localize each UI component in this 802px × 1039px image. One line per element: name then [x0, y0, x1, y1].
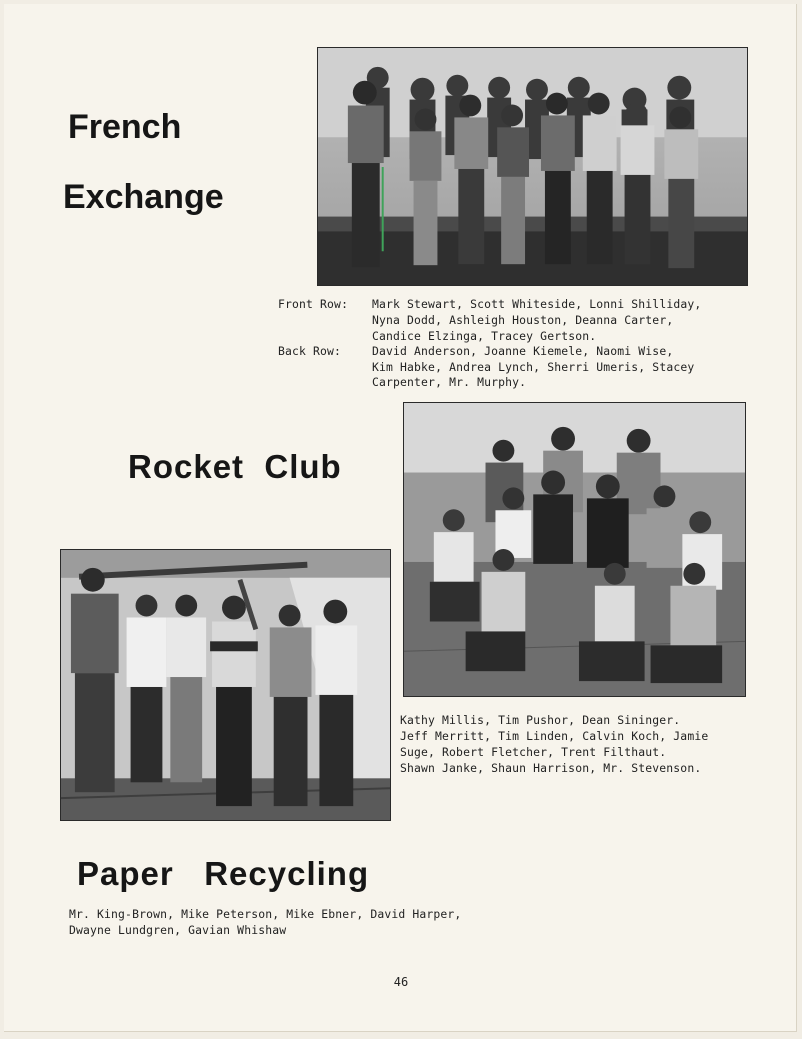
paper-recycling-group-photo	[60, 549, 391, 821]
rocket-club-title: Rocket Club	[128, 448, 342, 485]
front-row-line-2: Nyna Dodd, Ashleigh Houston, Deanna Carter,	[372, 313, 674, 327]
front-row-label: Front Row:	[278, 297, 349, 311]
rocket-club-caption-line-3: Suge, Robert Fletcher, Trent Filthaut.	[400, 745, 667, 759]
paper-recycling-caption-line-1: Mr. King-Brown, Mike Peterson, Mike Ebner, David Harper,	[69, 907, 462, 921]
back-row-line-2: Kim Habke, Andrea Lynch, Sherri Umeris, Stacey	[372, 360, 695, 374]
rocket-club-photo-graphic	[404, 403, 745, 696]
paper-recycling-title: Paper Recycling	[77, 855, 370, 892]
french-exchange-photo-graphic	[318, 48, 747, 285]
paper-recycling-caption-line-2: Dwayne Lundgren, Gavian Whishaw	[69, 923, 287, 937]
french-exchange-group-photo	[317, 47, 748, 286]
front-row-line-3: Candice Elzinga, Tracey Gertson.	[372, 329, 597, 343]
french-exchange-title-line1: French	[68, 108, 182, 146]
back-row-label: Back Row:	[278, 344, 342, 358]
back-row-line-1: David Anderson, Joanne Kiemele, Naomi Wise,	[372, 344, 674, 358]
page-number: 46	[393, 975, 409, 989]
rocket-club-caption-line-2: Jeff Merritt, Tim Linden, Calvin Koch, Jamie	[400, 729, 709, 743]
rocket-club-caption-line-1: Kathy Millis, Tim Pushor, Dean Sininger.	[400, 713, 681, 727]
back-row-line-3: Carpenter, Mr. Murphy.	[372, 375, 527, 389]
front-row-line-1: Mark Stewart, Scott Whiteside, Lonni Shilliday,	[372, 297, 702, 311]
paper-recycling-photo-graphic	[61, 550, 390, 820]
rocket-club-caption-line-4: Shawn Janke, Shaun Harrison, Mr. Stevenson.	[400, 761, 702, 775]
french-exchange-title-line2: Exchange	[63, 178, 224, 216]
rocket-club-group-photo	[403, 402, 746, 697]
